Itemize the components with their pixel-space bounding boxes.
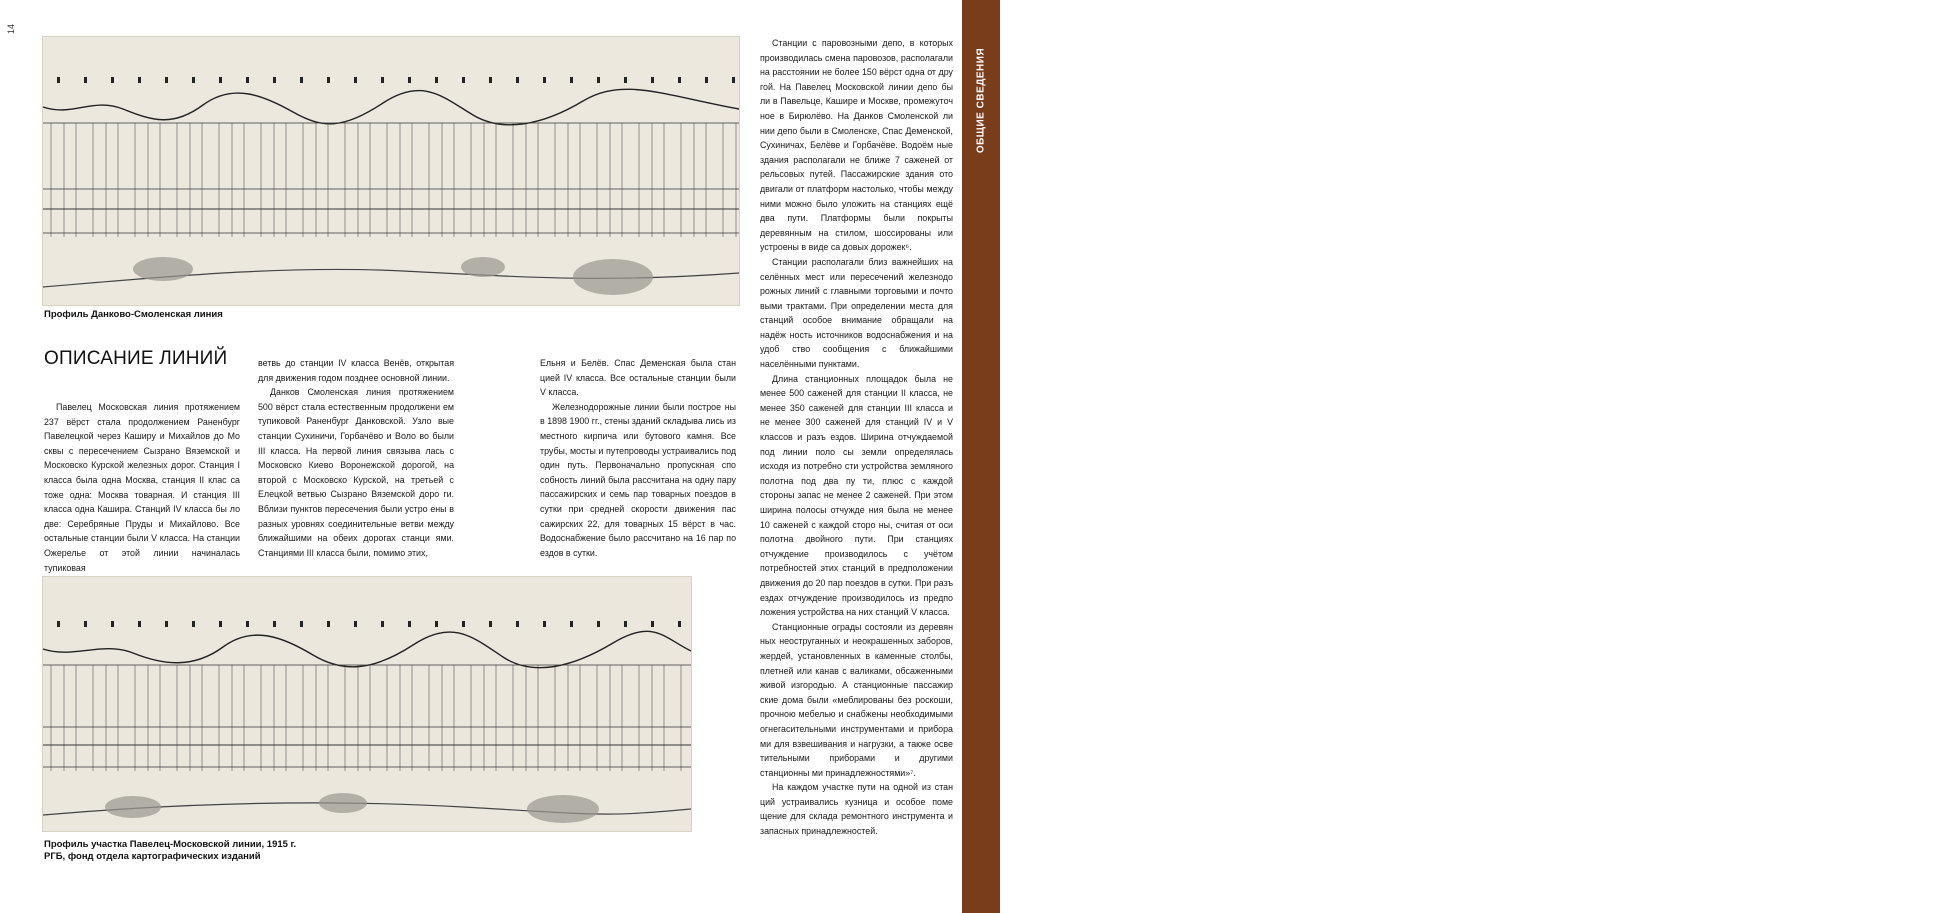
page-number-left: 14 — [6, 23, 16, 34]
paragraph: На каждом участке пути на одной из стан ций устраивались кузница и особое поме щение для склада ремонтного инструмента и запасных принадлежностей. — [760, 782, 953, 837]
section-label: ОБЩИЕ СВЕДЕНИЯ — [975, 47, 987, 154]
text-column-4 — [760, 36, 953, 839]
caption-line: РГБ, фонд отдела картографических изданий — [44, 851, 261, 862]
paragraph: Станции с паровозными депо, в которых производилась смена паровозов, располагали на расстоянии не более 150 вёрст одна от дру гой. На Павелец Московской линии депо бы ли в Павельце, Кашире и Москве, промежуточ ное в Бирюлёво. На Данков Смоленской ли нии депо были в Смоленске, Спас Деменской, Сухиничах, Белёве и Горбачёве. Водоём ные здания располагали не ближе 7 саженей от рельсовых путей. Пассажирские здания ото двигали от платформ настолько, чтобы между ними можно было уложить на станциях ещё два пути. Платформы были покрыты деревянным на стилом, шоссированы или устроены в виде са довых дорожек⁶. — [760, 38, 953, 253]
section-sidebar — [962, 0, 1955, 913]
text-column-1 — [44, 400, 240, 575]
paragraph: Станции располагали близ важнейших на селённых мест или пересечений железнодо рожных линий с главными торговыми и почто выми трактами. При определении места для станций особое внимание обращали на надёж ность источников водоснабжения и на удоб ство сообщения с ближайшими населёнными пунктами. — [760, 256, 953, 370]
paragraph: Станционные ограды состояли из деревян ных неоструганных и неокрашенных заборов, жердей, установленных в каменные столбы, плетней или канав с валиками, обсаженными живой изгородью. А станционные пассажир ские дома были «меблированы без роскоши, прочною мебелью и снабжены необходимыми огнегасительными инструментами и прибора ми для взвешивания и нагрузки, а также осве тительными приборами и другими станционны ми принадлежностями»⁷. — [760, 621, 953, 778]
figure-caption-top: Профиль Данково-Смоленская линия — [44, 309, 223, 320]
section-heading: ОПИСАНИЕ ЛИНИЙ — [44, 348, 228, 369]
page-number-right: 15 — [1945, 34, 1955, 44]
text-column-3 — [540, 356, 736, 560]
caption-line: Профиль участка Павелец-Московской линии, 1915 г. — [44, 839, 297, 850]
profile-image-bottom — [42, 576, 692, 832]
paragraph: Павелец Московская линия протяжением 237 вёрст стала продолжением Раненбург Павелецкой через Каширу и Михайлов до Мо сквы с пересечением Сызрано Вяземской и Московско Курской железных дорог. Станция I класса была одна Москва, станция II клас са тоже одна: Москва товарная. И станция III класса одна Кашира. Станций IV класса бы ло две: Серебряные Пруды и Михайлово. Все остальные станции были V класса. На станции Ожерелье от этой линии начиналась тупиковая — [44, 402, 240, 573]
profile-image-top — [42, 36, 740, 306]
paragraph: Данков Смоленская линия протяжением 500 вёрст стала естественным продолжени ем тупиковой Раненбург Данковской. Узло вые станции Сухиничи, Горбачёво и Воло во были III класса. На первой линия связыва лась с Московско Киево Воронежской дорогой, на второй с Московско Курской, на третьей с Елецкой ветвью Сызрано Вяземской доро ги. Вблизи пунктов пересечения были устро ены в разных уровнях соединительные ветви между ближайшими на обеих дорогах станци ями. Станциями III класса были, помимо этих, — [258, 387, 454, 558]
text-column-2 — [258, 356, 454, 560]
paragraph: Длина станционных площадок была не менее 500 саженей для станции II класса, не менее 350 саженей для станции III класса и не менее 300 саженей для станций IV и V классов и разъ ездов. Ширина отчуждаемой под линии поло сы земли определялась исходя из потребно сти устройства земляного полотна под два пу ти, плюс с каждой стороны запас не менее 2 саженей. При этом ширина полосы отчужде ния была не менее 10 саженей с каждой сторо ны, считая от оси полотна двойного пути. При станциях отчуждение производилось с учётом потребностей этих станций в предположении движения до 20 пар поездов в сутки. При разъ ездах отчуждение производилось из предпо ложения устройства на них станций V класса. — [760, 373, 953, 618]
paragraph: ветвь до станции IV класса Венёв, открытая для движения годом позднее основной линии. — [258, 358, 454, 383]
paragraph: Железнодорожные линии были построе ны в 1898 1900 гг., стены зданий складыва лись из местного кирпича или бутового камня. Все трубы, мосты и путепроводы устраивались под один путь. Первоначально пропускная спо собность линий была рассчитана на одну пару пассажирских и семь пар товарных поездов в сутки при средней скорости движения пас сажирских 22, для товарных 15 вёрст в час. Водоснабжение было рассчитано на 16 пар по ездов в сутки. — [540, 401, 736, 558]
figure-caption-bottom — [44, 839, 374, 863]
paragraph: Ельня и Белёв. Спас Деменская была стан цией IV класса. Все остальные станции были V класса. — [540, 358, 736, 398]
